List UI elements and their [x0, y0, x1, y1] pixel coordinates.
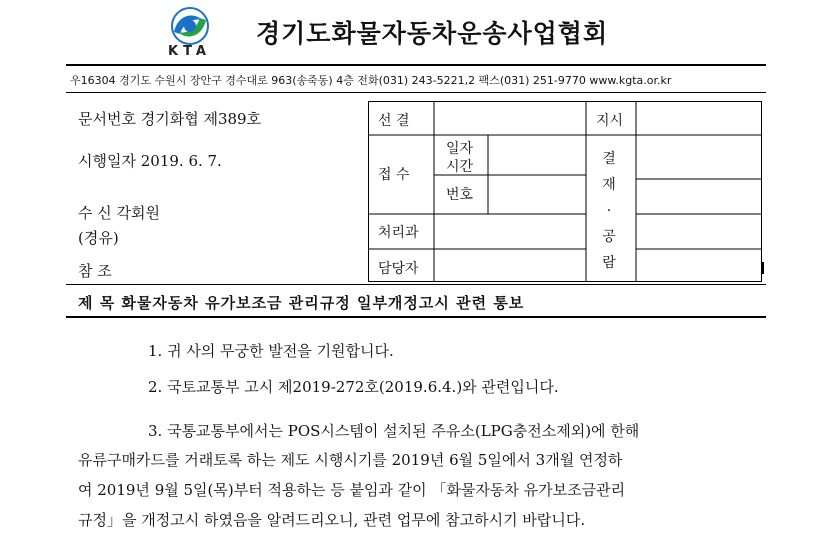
address-rule [66, 92, 766, 93]
gyeoljae-char: 결 [602, 151, 616, 167]
header-rule [66, 64, 766, 66]
recipient: 수 신 각회원 [78, 204, 160, 222]
edge-mark [762, 262, 764, 274]
sigan-label: 시간 [446, 159, 474, 175]
damdangja-label: 담당자 [378, 261, 419, 277]
beonho-label: 번호 [446, 187, 474, 203]
approval-box [368, 101, 762, 282]
paragraph-3-line-1: 3. 국통교통부에서는 POS시스템이 설치된 주유소(LPG충전소제외)에 한해 [148, 422, 640, 440]
gyeoljae-label [597, 150, 621, 272]
address-line: 우16304 경기도 수원시 장안구 경수대로 963(송죽동) 4층 전화(031) 243-5221,2 팩스(031) 251-9770 www.kgta.or.kr [70, 74, 672, 87]
subject-top-rule [66, 284, 766, 285]
reference: 참 조 [78, 262, 112, 280]
paragraph-3-line-3: 여 2019년 9월 5일(목)부터 적용하는 등 붙임과 같이 「화물자동차 유가보조금관리 [78, 481, 626, 499]
subject-bottom-rule [66, 316, 766, 318]
issue-date: 시행일자 2019. 6. 7. [78, 152, 222, 170]
document-number: 문서번호 경기화협 제389호 [78, 110, 262, 128]
paragraph-3-line-4: 규정」을 개정고시 하였음을 알려드리오니, 관련 업무에 참고하시기 바랍니다. [78, 511, 586, 529]
seon-gyeol-label: 선 결 [378, 113, 410, 129]
paragraph-2: 2. 국토교통부 고시 제2019-272호(2019.6.4.)와 관련입니다. [148, 378, 559, 396]
ilja-label: 일자 [446, 141, 474, 157]
logo-text: KTA [168, 44, 211, 59]
gyeoljae-char: 람 [602, 255, 616, 271]
paragraph-1: 1. 귀 사의 무궁한 발전을 기원합니다. [148, 342, 394, 360]
via: (경유) [78, 229, 119, 247]
gyeoljae-char: 공 [602, 229, 616, 245]
subject-title: 제 목 화물자동차 유가보조금 관리규정 일부개정고시 관련 통보 [78, 294, 525, 312]
cheorigwa-label: 처리과 [378, 225, 419, 241]
jeopsu-label: 접 수 [378, 167, 410, 183]
gyeoljae-char: · [606, 203, 612, 219]
organization-name: 경기도화물자동차운송사업협회 [256, 19, 609, 48]
jisi-label: 지시 [596, 113, 624, 129]
paragraph-3-line-2: 유류구매카드를 거래토록 하는 제도 시행시기를 2019년 6월 5일에서 3개월 연정하 [78, 451, 623, 469]
gyeoljae-char: 재 [602, 177, 616, 193]
